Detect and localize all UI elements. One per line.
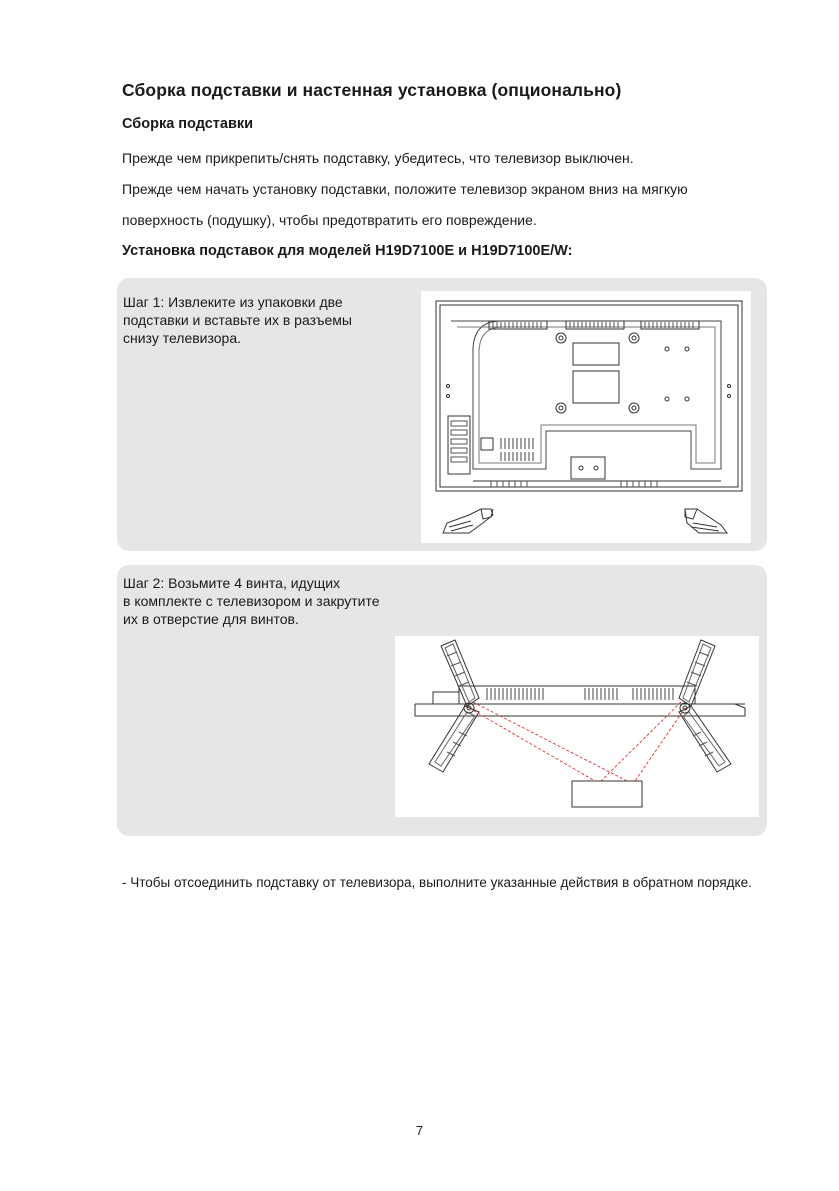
step-1-text: Шаг 1: Извлеките из упаковки две подставки и вставьте их в разъемы снизу телевизора.	[123, 294, 352, 346]
page-title: Сборка подставки и настенная установка (опционально)	[122, 80, 622, 100]
paragraph-1: Прежде чем прикрепить/снять подставку, убедитесь, что телевизор выключен.	[122, 150, 634, 166]
step-1-panel	[117, 278, 767, 551]
stand-foot-left	[443, 509, 493, 533]
paragraph-3: поверхность (подушку), чтобы предотвратить его повреждение.	[122, 212, 537, 228]
disassembly-note: - Чтобы отсоединить подставку от телевизора, выполните указанные действия в обратном порядке.	[122, 875, 752, 890]
stand-left	[429, 640, 479, 772]
tv-back-illustration	[421, 291, 751, 543]
models-heading: Установка подставок для моделей H19D7100E и H19D7100E/W:	[122, 243, 573, 259]
paragraph-2: Прежде чем начать установку подставки, положите телевизор экраном вниз на мягкую	[122, 181, 688, 197]
stand-right	[679, 640, 731, 772]
section-subtitle: Сборка подставки	[122, 116, 254, 132]
page-number: 7	[415, 1123, 424, 1138]
step-2-panel	[117, 565, 767, 836]
stand-foot-right	[685, 509, 727, 533]
step-2-text: Шаг 2: Возьмите 4 винта, идущих в комплекте с телевизором и закрутите их в отверстие для винтов.	[123, 575, 380, 627]
tv-stand-screw-illustration	[395, 636, 759, 817]
